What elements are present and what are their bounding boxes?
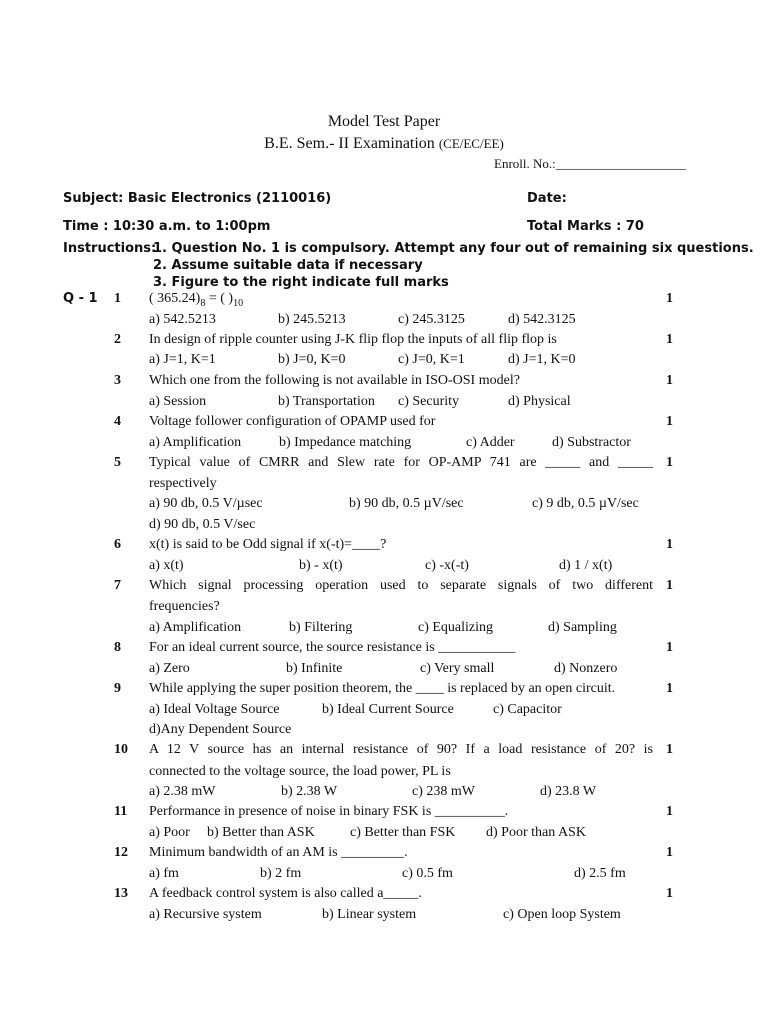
option-a: a) 542.5213	[149, 312, 216, 327]
option-a: a) x(t)	[149, 558, 184, 573]
question-marks: 1	[666, 886, 673, 901]
option-c: c) 0.5 fm	[402, 866, 453, 881]
total-marks: Total Marks : 70	[527, 219, 644, 234]
option-b: b) Better than ASK	[207, 825, 315, 840]
option-d: d) Physical	[508, 394, 571, 409]
option-d: d) 23.8 W	[540, 784, 597, 799]
question-number: 12	[114, 845, 128, 860]
question-text-line-1: Typical value of CMRR and Slew rate for OP-AMP 741 are _____ and _____	[149, 455, 653, 470]
question-text: A feedback control system is also called a_____.	[149, 886, 422, 901]
option-b: b) J=0, K=0	[278, 352, 346, 367]
date-label: Date:	[527, 191, 567, 206]
option-c: c) 245.3125	[398, 312, 465, 327]
option-a: a) Recursive system	[149, 907, 262, 922]
question-number: 11	[114, 804, 128, 819]
option-c: c) J=0, K=1	[398, 352, 465, 367]
question-number: 9	[114, 681, 121, 696]
question-text: ( $365.24)_8$ = ( )$_{10}$	[149, 291, 244, 309]
instructions-label: Instructions:	[63, 241, 157, 256]
option-b: b) 245.5213	[278, 312, 346, 327]
option-b: b) Impedance matching	[279, 435, 412, 450]
option-b: b) 90 db, 0.5 µV/sec	[349, 496, 464, 511]
option-a: a) Amplification	[149, 620, 242, 635]
option-b: b) 2 fm	[260, 866, 302, 881]
question-text-line-1: Which signal processing operation used to separate signals of two different	[149, 578, 653, 593]
option-d: d) 542.3125	[508, 312, 576, 327]
option-c: c) Open loop System	[503, 907, 621, 922]
question-marks: 1	[666, 332, 673, 347]
question-number: 3	[114, 373, 121, 388]
question-marks: 1	[666, 640, 673, 655]
option-c: c) -x(-t)	[425, 558, 469, 573]
question-marks: 1	[666, 681, 673, 696]
question-number: 2	[114, 332, 121, 347]
option-a: a) Poor	[149, 825, 190, 840]
question-marks: 1	[666, 373, 673, 388]
question-number: 5	[114, 455, 121, 470]
option-c: c) Very small	[420, 661, 495, 676]
exam-prefix: B.E. Sem.- II Examination	[264, 135, 439, 152]
enroll-field: Enroll. No.:____________________	[494, 156, 686, 171]
instruction-3: 3. Figure to the right indicate full marks	[153, 275, 449, 290]
option-d: d) 1 / x(t)	[559, 558, 613, 573]
option-c: c) 9 db, 0.5 µV/sec	[532, 496, 639, 511]
question-marks: 1	[666, 291, 673, 306]
question-text: Minimum bandwidth of an AM is _________.	[149, 845, 408, 860]
option-d: d) Substractor	[552, 435, 631, 450]
question-text: In design of ripple counter using J-K flip flop the inputs of all flip flop is	[149, 332, 557, 347]
option-a: a) J=1, K=1	[149, 352, 216, 367]
option-d: d)Any Dependent Source	[149, 722, 292, 737]
question-number: 8	[114, 640, 121, 655]
question-text-line-2: connected to the voltage source, the load power, PL is	[149, 764, 451, 779]
option-a: a) Zero	[149, 661, 190, 676]
question-marks: 1	[666, 845, 673, 860]
option-a: a) Session	[149, 394, 207, 409]
question-marks: 1	[666, 455, 673, 470]
question-text-line-1: A 12 V source has an internal resistance of 90? If a load resistance of 20? is	[149, 742, 653, 757]
instruction-1: 1. Question No. 1 is compulsory. Attempt any four out of remaining six questions.	[153, 241, 754, 256]
option-c: c) Better than FSK	[350, 825, 456, 840]
option-c: c) Equalizing	[418, 620, 494, 635]
option-b: b) Infinite	[286, 661, 343, 676]
question-marks: 1	[666, 537, 673, 552]
option-b: b) - x(t)	[299, 558, 343, 573]
option-a: a) fm	[149, 866, 179, 881]
question-text: Performance in presence of noise in binary FSK is __________.	[149, 804, 509, 819]
question-text: For an ideal current source, the source resistance is ___________	[149, 640, 516, 655]
instruction-2: 2. Assume suitable data if necessary	[153, 258, 423, 273]
option-c: c) 238 mW	[412, 784, 475, 799]
option-d: d) Sampling	[548, 620, 617, 635]
option-d: d) 90 db, 0.5 V/sec	[149, 517, 256, 532]
paper-title: Model Test Paper	[327, 113, 441, 130]
option-a: a) 90 db, 0.5 V/µsec	[149, 496, 263, 511]
question-number: 6	[114, 537, 121, 552]
option-b: b) 2.38 W	[281, 784, 338, 799]
question-text: Voltage follower configuration of OPAMP used for	[149, 414, 436, 429]
question-number: 10	[114, 742, 128, 757]
option-a: a) Amplification	[149, 435, 242, 450]
question-marks: 1	[666, 742, 673, 757]
question-text: While applying the super position theorem, the ____ is replaced by an open circuit.	[149, 681, 616, 696]
section-label: Q - 1	[63, 291, 98, 306]
question-marks: 1	[666, 578, 673, 593]
option-a: a) 2.38 mW	[149, 784, 216, 799]
option-d: d) Poor than ASK	[486, 825, 586, 840]
option-c: c) Capacitor	[493, 702, 562, 717]
subject: Subject: Basic Electronics (2110016)	[63, 191, 332, 206]
option-d: d) J=1, K=0	[508, 352, 576, 367]
option-c: c) Adder	[466, 435, 515, 450]
question-marks: 1	[666, 414, 673, 429]
question-text: x(t) is said to be Odd signal if x(-t)=____?	[149, 537, 387, 552]
option-c: c) Security	[398, 394, 460, 409]
question-text-line-2: frequencies?	[149, 599, 220, 614]
exam-branches: (CE/EC/EE)	[438, 136, 504, 151]
option-b: b) Linear system	[322, 907, 417, 922]
option-b: b) Ideal Current Source	[322, 702, 454, 717]
question-text-line-2: respectively	[149, 476, 217, 491]
option-b: b) Transportation	[278, 394, 375, 409]
option-a: a) Ideal Voltage Source	[149, 702, 280, 717]
option-b: b) Filtering	[289, 620, 353, 635]
question-number: 4	[114, 414, 121, 429]
time: Time : 10:30 a.m. to 1:00pm	[63, 219, 271, 234]
option-d: d) Nonzero	[554, 661, 618, 676]
question-number: 13	[114, 886, 128, 901]
question-number: 1	[114, 291, 121, 306]
question-text: Which one from the following is not available in ISO-OSI model?	[149, 373, 520, 388]
exam-line	[0, 135, 768, 153]
option-d: d) 2.5 fm	[574, 866, 626, 881]
question-marks: 1	[666, 804, 673, 819]
question-number: 7	[114, 578, 121, 593]
